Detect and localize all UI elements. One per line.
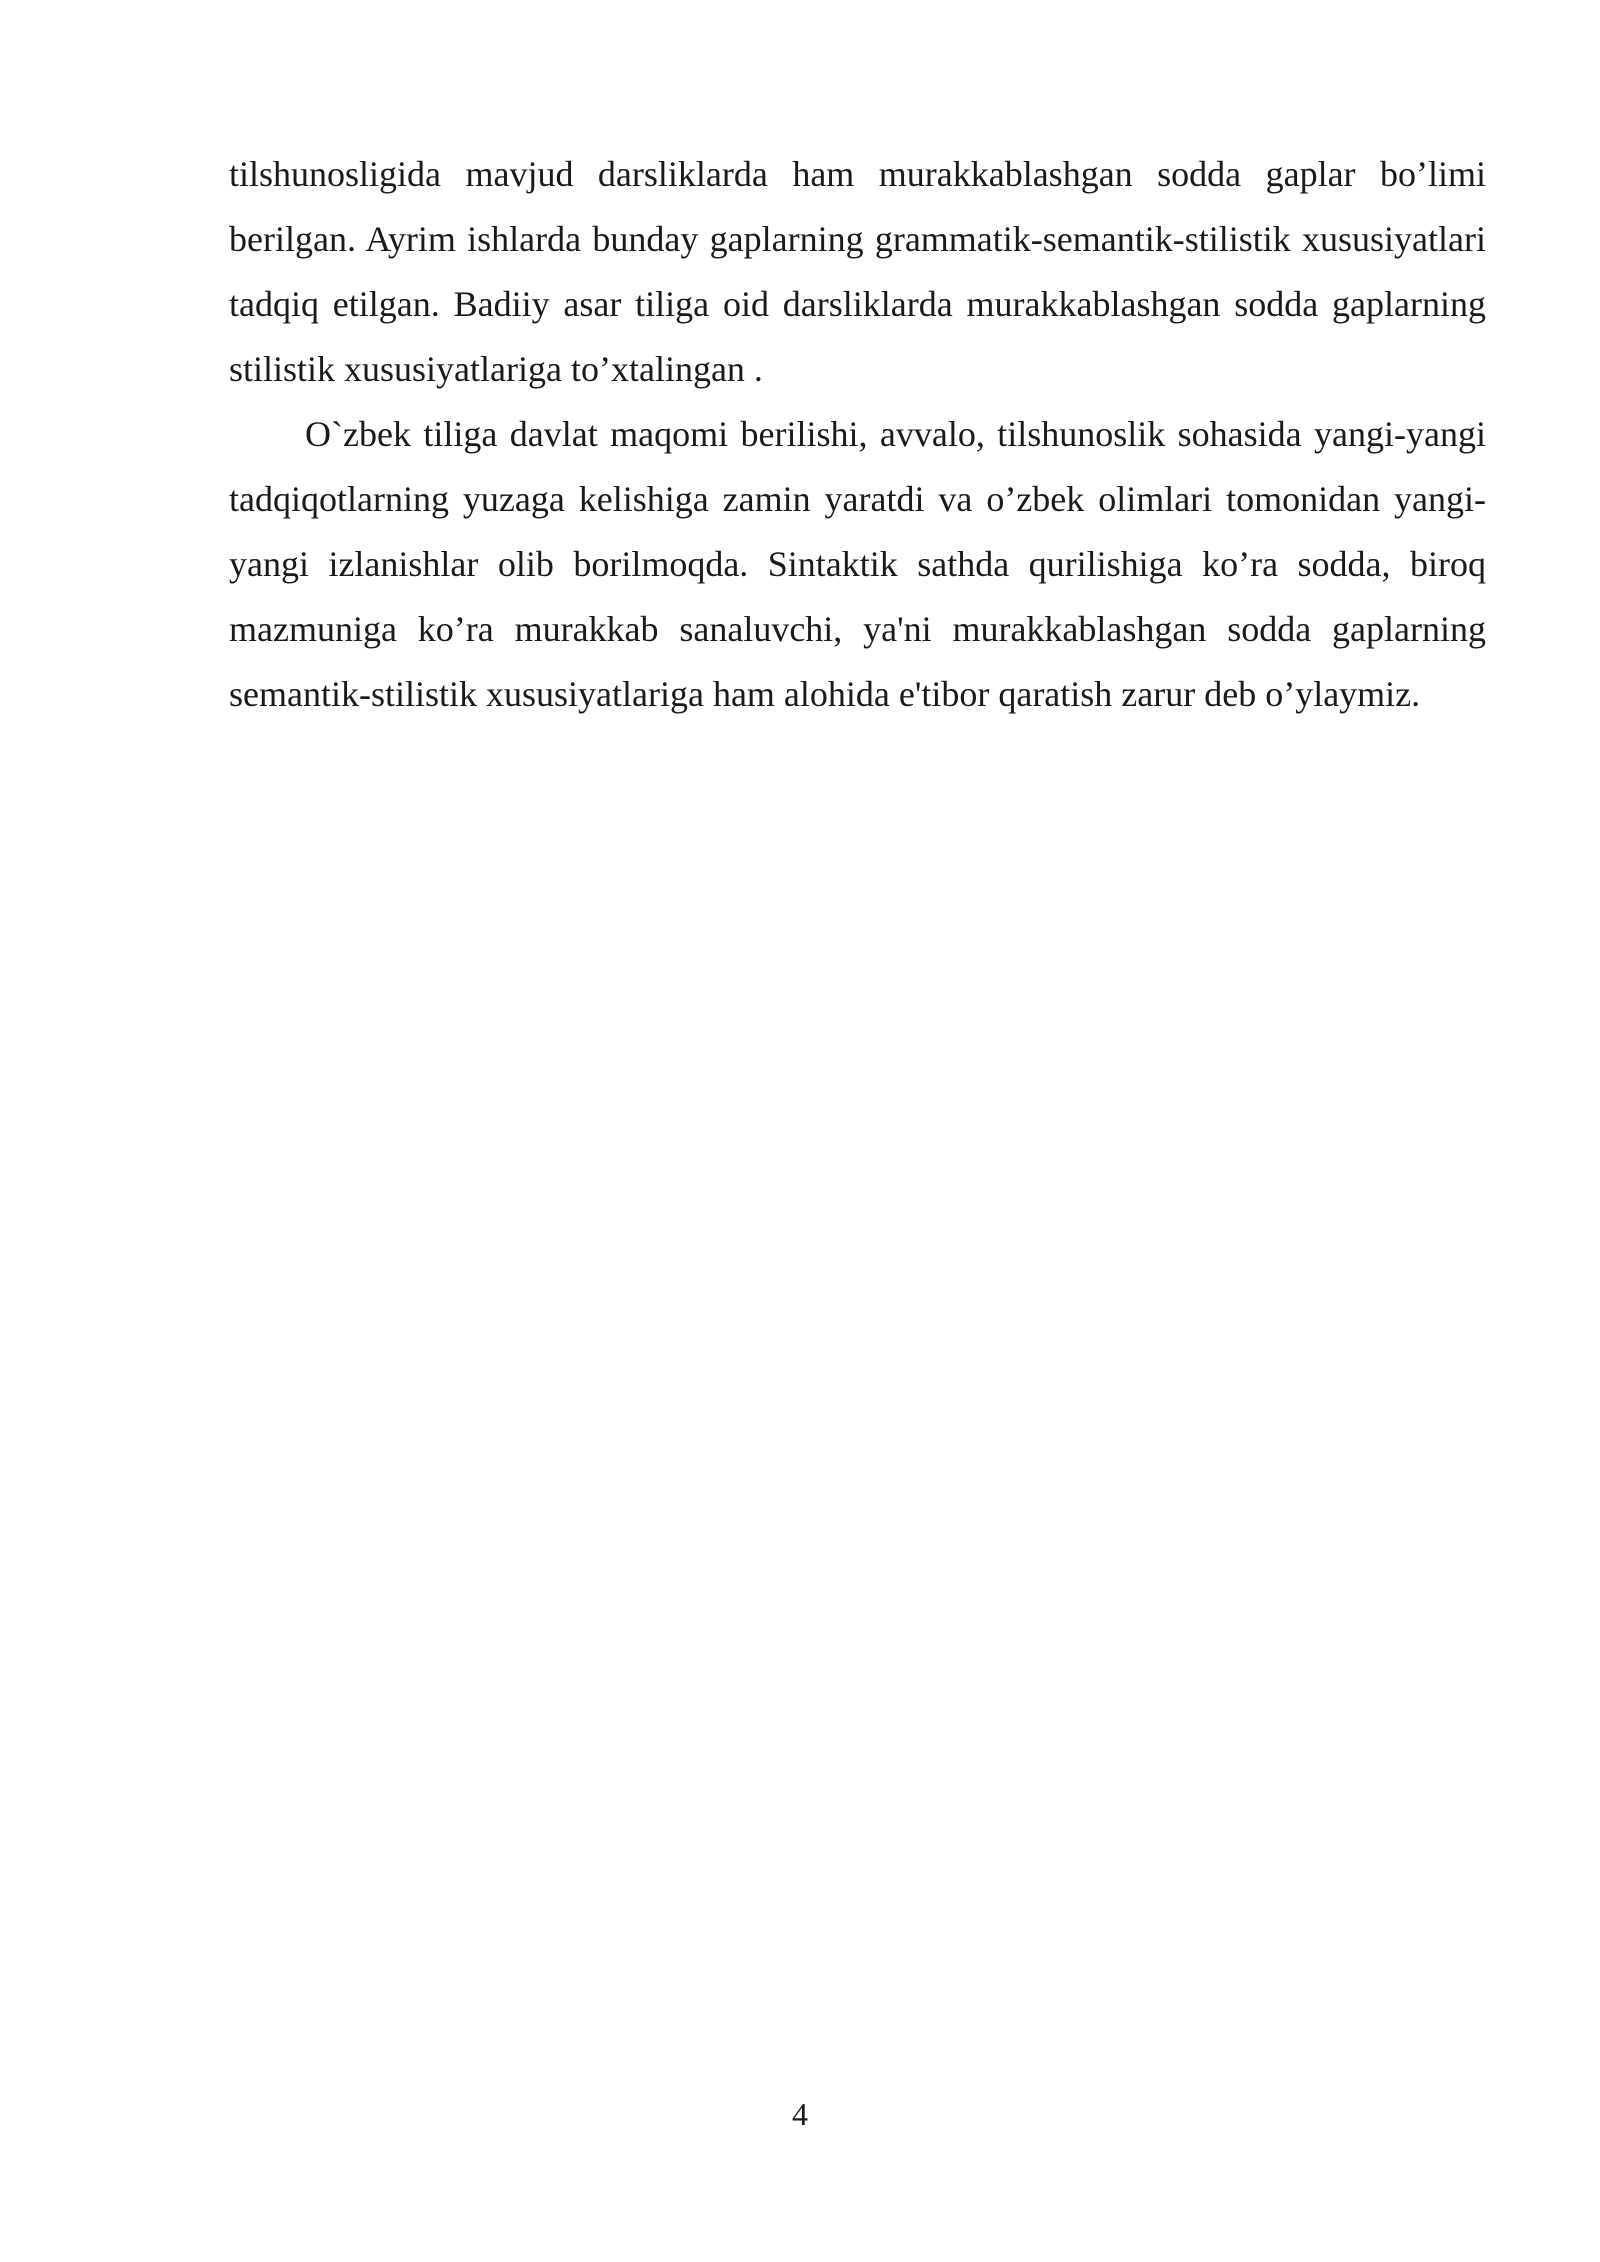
paragraph-2: O`zbek tiliga davlat maqomi berilishi, avvalo, tilshunoslik sohasida yangi-yangi tadqiqotlarning yuzaga kelishiga zamin yaratdi va o’zbek olimlari tomonidan yangi-yangi izlanishlar olib borilmoqda. Sintaktik sathda qurilishiga ko’ra sodda, biroq mazmuniga ko’ra murakkab sanaluvchi, ya'ni murakkablashgan sodda gaplarning semantik-stilistik xususiyatlariga ham alohida e'tibor qaratish zarur deb o’ylaymiz. <box>229 414 1486 714</box>
paragraph-1: tilshunosligida mavjud darsliklarda ham murakkablashgan sodda gaplar bo’limi berilgan. Ayrim ishlarda bunday gaplarning grammatik-semantik-stilistik xususiyatlari tadqiq etilgan. Badiiy asar tiliga oid darsliklarda murakkablashgan sodda gaplarning stilistik xususiyatlariga to’xtalingan . <box>229 154 1486 389</box>
page-number: 4 <box>792 2096 808 2132</box>
document-body <box>229 142 1486 727</box>
